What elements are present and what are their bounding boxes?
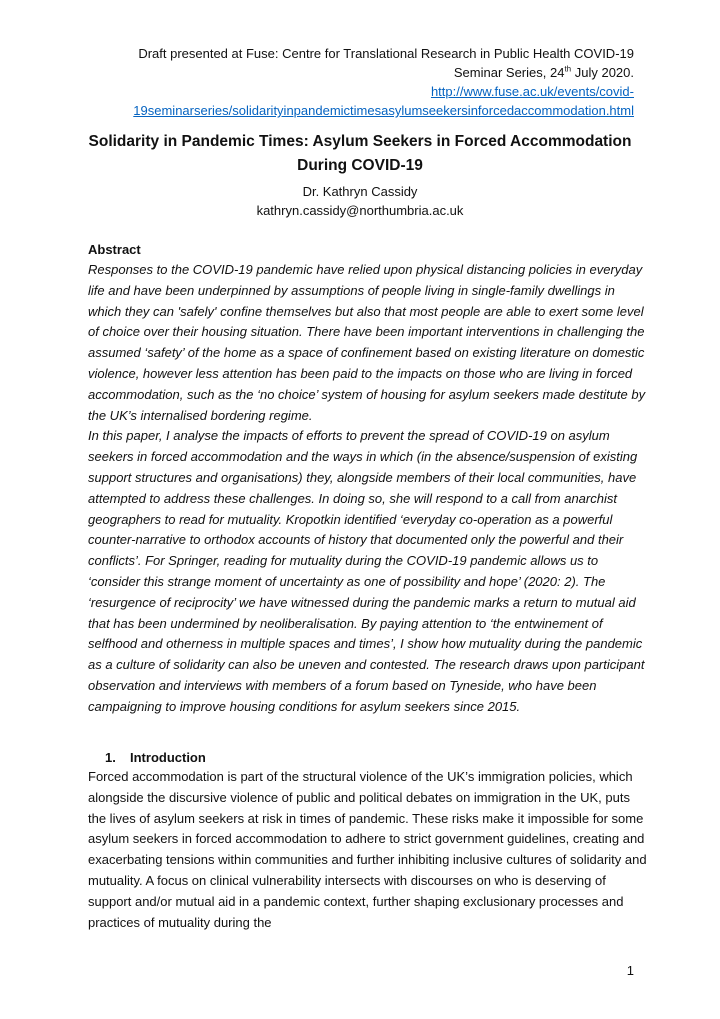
introduction-body: Forced accommodation is part of the structural violence of the UK’s immigration policies, which alongside the discursive violence of public and political debates on immigration in the UK, puts the lives of asylum seekers at risk in times of pandemic. These risks make it impossible for some asylum seekers in forced accommodation to adhere to strict government guidelines, creating and exacerbating tensions within communities and further inhibiting inclusive cultures of solidarity and mutuality. A focus on clinical vulnerability intersects with discourses on who is deserving of support and/or mutual aid in a pandemic context, further shaping exclusionary processes and practices of mutuality during the	[88, 769, 647, 930]
title-block	[60, 130, 660, 221]
header-date-suffix: July 2020.	[571, 65, 634, 80]
header-date-prefix: Seminar Series, 24	[453, 65, 565, 80]
header-date-superscript: th	[564, 64, 572, 74]
author-name: Dr. Kathryn Cassidy	[302, 184, 418, 199]
abstract-body	[88, 260, 648, 718]
paper-title: Solidarity in Pandemic Times: Asylum Seekers in Forced Accommodation During COVID-19	[88, 133, 632, 174]
section-number: 1.	[105, 750, 116, 765]
abstract-paragraph-2: In this paper, I analyse the impacts of efforts to prevent the spread of COVID-19 on asylum seekers in forced accommodation and the ways in which (in the absence/suspension of existing support structures and organisations) they, alongside members of their local communities, have attempted to address these challenges. In doing so, she will respond to a call from anarchist geographers to read for mutuality. Kropotkin identified ‘everyday co-operation as a powerful counter-narrative to orthodox accounts of history that documented only the powerful and their conflicts’. For Springer, reading for mutuality during the COVID-19 pandemic allows us to ‘consider this strange moment of uncertainty as one of possibility and hope’ (2020: 2). The ‘resurgence of reciprocity’ we have witnessed during the pandemic marks a return to mutual aid that has been undermined by neoliberalisation. By paying attention to ‘the entwinement of selfhood and otherness in multiple spaces and times’, I show how mutuality during the pandemic as a culture of solidarity can also be uneven and contested. The research draws upon participant observation and interviews with members of a forum based on Tyneside, who have been campaigning to improve housing conditions for asylum seekers since 2015.	[88, 428, 645, 714]
section-title: Introduction	[130, 750, 206, 765]
page-header	[60, 44, 634, 120]
abstract-heading: Abstract	[88, 242, 141, 257]
section-heading-introduction	[105, 748, 206, 767]
page-number: 1	[626, 963, 634, 978]
abstract-paragraph-1: Responses to the COVID-19 pandemic have relied upon physical distancing policies in everyday life and have been underpinned by assumptions of people living in single-family dwellings in which they can 'safely' confine themselves but also that most people are able to exert some level of choice over their housing situation. There have been important interventions in challenging the assumed ‘safety’ of the home as a space of confinement based on existing literature on domestic violence, however less attention has been paid to the impacts on those who are living in forced accommodation, such as the ‘no choice’ system of housing for asylum seekers made destitute by the UK’s internalised bordering regime.	[88, 262, 646, 423]
header-line-1: Draft presented at Fuse: Centre for Translational Research in Public Health COVID-19	[138, 46, 634, 61]
author-email: kathryn.cassidy@northumbria.ac.uk	[256, 203, 464, 218]
event-link[interactable]: http://www.fuse.ac.uk/events/covid-19seminarseries/solidarityinpandemictimesasylumseekersinforcedaccommodation.html	[133, 84, 634, 118]
header-line-2	[60, 63, 634, 82]
